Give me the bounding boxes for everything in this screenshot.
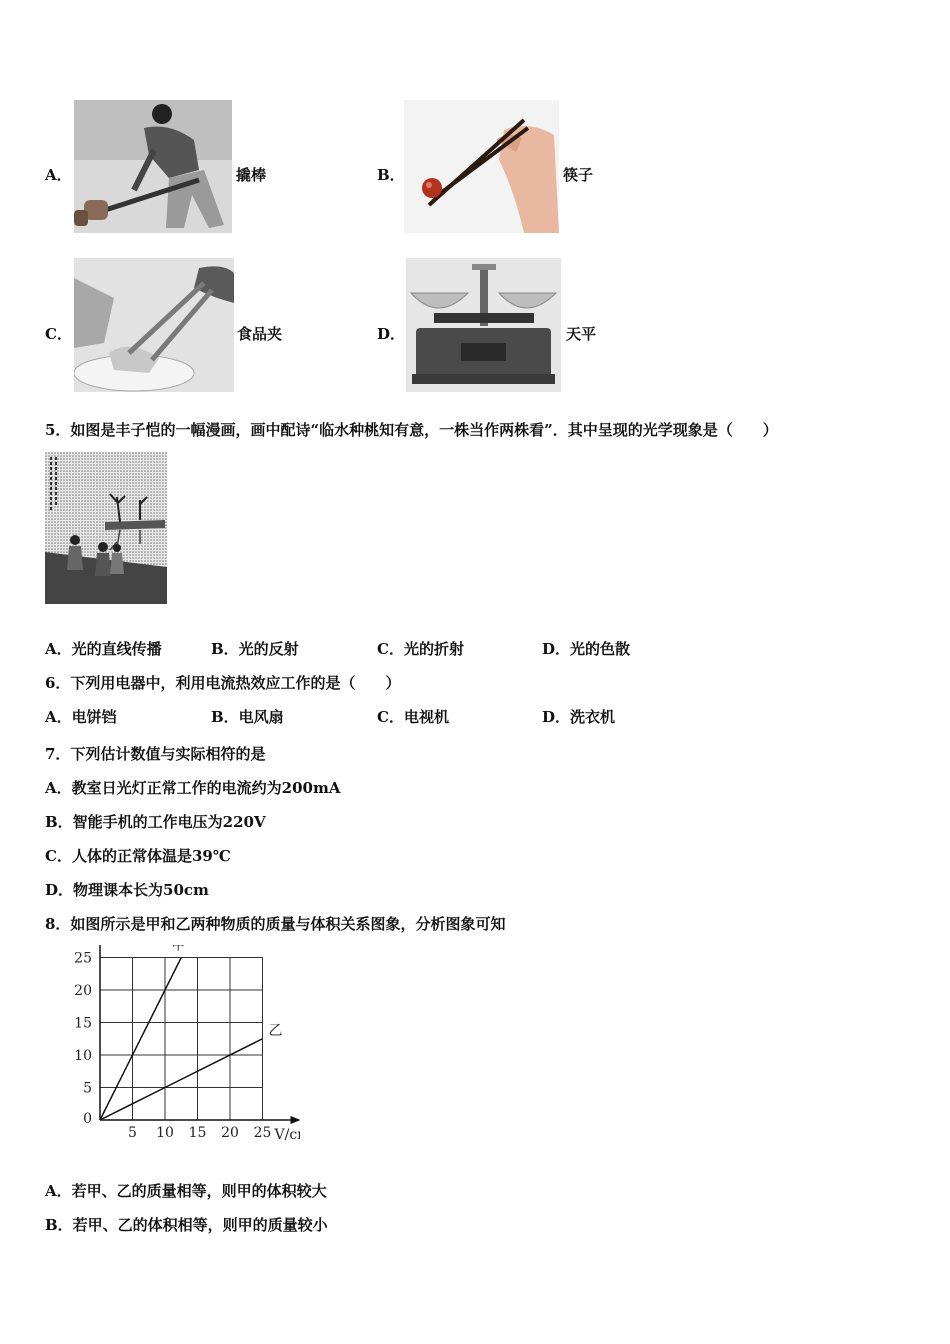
- option-a-letter: A．: [45, 166, 72, 184]
- x-tick-label: 20: [221, 1125, 239, 1141]
- chopsticks-photo: [404, 100, 559, 233]
- y-tick-label: 15: [74, 1015, 92, 1032]
- x-axis-arrow: [291, 1116, 301, 1124]
- question-7-option-c: C．人体的正常体温是39℃: [45, 847, 231, 865]
- question-8-option-a: A．若甲、乙的质量相等，则甲的体积较大: [45, 1182, 327, 1200]
- x-tick-label: 5: [128, 1125, 137, 1141]
- balance-scale-photo-icon: [406, 258, 561, 392]
- question-8-option-b: B．若甲、乙的体积相等，则甲的质量较小: [45, 1216, 328, 1234]
- question-5-option-b: B．光的反射: [211, 640, 299, 658]
- question-5-stem: 5．如图是丰子恺的一幅漫画，画中配诗“临水种桃知有意，一株当作两株看”．其中呈现的光学现象是（ ）: [45, 421, 778, 439]
- series-label-jia: 甲: [171, 945, 186, 954]
- question-5-option-d: D．光的色散: [542, 640, 631, 658]
- option-c-letter: C．: [45, 325, 72, 343]
- origin-label: 0: [83, 1111, 92, 1127]
- question-8-stem: 8．如图所示是甲和乙两种物质的质量与体积关系图象，分析图象可知: [45, 915, 506, 933]
- series-line-jia: [100, 958, 181, 1121]
- series-label-yi: 乙: [268, 1022, 283, 1039]
- question-7-option-d: D．物理课本长为50cm: [45, 881, 209, 899]
- question-7-stem: 7．下列估计数值与实际相符的是: [45, 745, 266, 763]
- y-tick-label: 25: [74, 950, 92, 967]
- feng-zikai-cartoon: [45, 452, 167, 604]
- option-b-label: 筷子: [563, 166, 594, 184]
- crowbar-photo: [74, 100, 232, 233]
- balance-scale-photo: [406, 258, 561, 392]
- y-tick-label: 10: [74, 1048, 92, 1064]
- chopsticks-photo-icon: [404, 100, 559, 233]
- question-6-option-c: C．电视机: [377, 708, 449, 726]
- question-5-option-a: A．光的直线传播: [45, 640, 162, 658]
- crowbar-photo-icon: [74, 100, 232, 233]
- y-tick-label: 20: [74, 983, 92, 999]
- x-tick-label: 10: [156, 1125, 174, 1141]
- mass-volume-chart: [40, 945, 300, 1150]
- question-6-option-d: D．洗衣机: [542, 708, 616, 726]
- option-b-letter: B．: [377, 166, 405, 184]
- mass-volume-chart-svg: [40, 945, 300, 1150]
- x-tick-label: 15: [188, 1125, 207, 1141]
- y-tick-label: 5: [83, 1080, 92, 1097]
- question-6-option-a: A．电饼铛: [45, 708, 117, 726]
- food-tongs-photo-icon: [74, 258, 234, 392]
- option-a-label: 撬棒: [236, 166, 267, 184]
- option-d-label: 天平: [566, 325, 597, 343]
- option-d-letter: D．: [377, 325, 406, 343]
- x-tick-label: 25: [253, 1125, 272, 1141]
- question-5-option-c: C．光的折射: [377, 640, 464, 658]
- question-7-option-a: A．教室日光灯正常工作的电流约为200mA: [45, 779, 341, 797]
- option-c-label: 食品夹: [237, 325, 283, 343]
- question-6-option-b: B．电风扇: [211, 708, 284, 726]
- question-7-option-b: B．智能手机的工作电压为220V: [45, 813, 266, 831]
- feng-zikai-cartoon-icon: [45, 452, 167, 604]
- food-tongs-photo: [74, 258, 234, 392]
- series-line-yi: [100, 1039, 263, 1120]
- x-axis-label: V/c: [274, 1127, 298, 1143]
- question-6-stem: 6．下列用电器中，利用电流热效应工作的是（ ）: [45, 674, 401, 692]
